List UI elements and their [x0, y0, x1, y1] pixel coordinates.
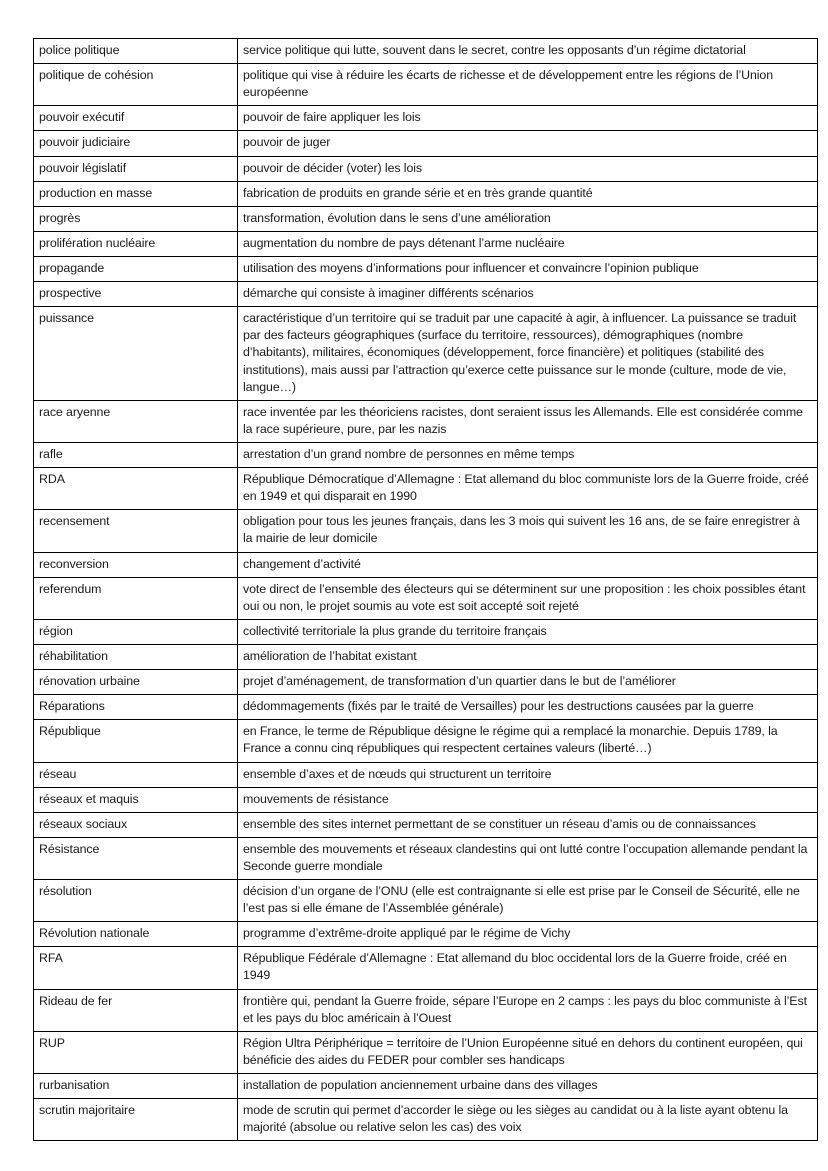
table-row — [34, 619, 818, 644]
term-cell: région — [34, 619, 238, 644]
definition-cell: obligation pour tous les jeunes français, dans les 3 mois qui suivent les 16 ans, de se faire enregistrer à la mairie de leur domicile — [238, 510, 818, 552]
definition-cell: Région Ultra Périphérique = territoire de l’Union Européenne situé en dehors du continent européen, qui bénéficie des aides du FEDER pour combler ses handicaps — [238, 1031, 818, 1073]
table-row — [34, 552, 818, 577]
table-row — [34, 880, 818, 922]
definition-cell: race inventée par les théoriciens racistes, dont seraient issus les Allemands. Elle est considérée comme la race supérieure, pure, par les nazis — [238, 400, 818, 442]
table-row — [34, 231, 818, 256]
definition-cell: vote direct de l’ensemble des électeurs qui se déterminent sur une proposition : les choix possibles étant oui ou non, le projet soumis au vote est soit accepté soit rejeté — [238, 577, 818, 619]
term-cell: progrès — [34, 206, 238, 231]
definition-cell: caractéristique d’un territoire qui se traduit par une capacité à agir, à influencer. La puissance se traduit par des facteurs géographiques (surface du territoire, ressources), démographiques (nombre d’habitants), militaires, économiques (développement, force financière) et politiques (stabilité des institutions), mais aussi par l’attraction qu’exerce cette puissance sur le monde (culture, mode de vie, langue…) — [238, 307, 818, 401]
term-cell: Résistance — [34, 837, 238, 879]
definition-cell: pouvoir de faire appliquer les lois — [238, 106, 818, 131]
definition-cell: augmentation du nombre de pays détenant l’arme nucléaire — [238, 231, 818, 256]
table-row — [34, 989, 818, 1031]
term-cell: Révolution nationale — [34, 922, 238, 947]
term-cell: prolifération nucléaire — [34, 231, 238, 256]
definition-cell: service politique qui lutte, souvent dans le secret, contre les opposants d’un régime dictatorial — [238, 39, 818, 64]
definition-cell: ensemble des sites internet permettant de se constituer un réseau d’amis ou de connaissances — [238, 812, 818, 837]
definition-cell: pouvoir de décider (voter) les lois — [238, 156, 818, 181]
table-row — [34, 468, 818, 510]
definition-cell: collectivité territoriale la plus grande du territoire français — [238, 619, 818, 644]
term-cell: production en masse — [34, 181, 238, 206]
term-cell: puissance — [34, 307, 238, 401]
definition-cell: mode de scrutin qui permet d’accorder le siège ou les sièges au candidat ou à la liste ayant obtenu la majorité (absolue ou relative selon les cas) des voix — [238, 1099, 818, 1141]
table-row — [34, 644, 818, 669]
term-cell: prospective — [34, 282, 238, 307]
term-cell: RDA — [34, 468, 238, 510]
definition-cell: installation de population anciennement urbaine dans des villages — [238, 1074, 818, 1099]
table-row — [34, 1074, 818, 1099]
table-row — [34, 307, 818, 401]
definition-cell: changement d’activité — [238, 552, 818, 577]
table-row — [34, 206, 818, 231]
table-row — [34, 181, 818, 206]
definition-cell: mouvements de résistance — [238, 787, 818, 812]
table-row — [34, 762, 818, 787]
table-row — [34, 577, 818, 619]
definition-cell: décision d’un organe de l’ONU (elle est contraignante si elle est prise par le Conseil de Sécurité, elle ne l’est pas si elle émane de l’Assemblée générale) — [238, 880, 818, 922]
definition-cell: transformation, évolution dans le sens d’une amélioration — [238, 206, 818, 231]
term-cell: rurbanisation — [34, 1074, 238, 1099]
table-row — [34, 1031, 818, 1073]
table-row — [34, 282, 818, 307]
glossary-table — [33, 38, 818, 1141]
table-row — [34, 106, 818, 131]
definition-cell: programme d’extrême-droite appliqué par le régime de Vichy — [238, 922, 818, 947]
term-cell: RUP — [34, 1031, 238, 1073]
table-row — [34, 39, 818, 64]
term-cell: race aryenne — [34, 400, 238, 442]
term-cell: Rideau de fer — [34, 989, 238, 1031]
table-row — [34, 720, 818, 762]
definition-cell: politique qui vise à réduire les écarts de richesse et de développement entre les régions de l’Union européenne — [238, 64, 818, 106]
term-cell: réhabilitation — [34, 644, 238, 669]
term-cell: rénovation urbaine — [34, 670, 238, 695]
term-cell: réseaux et maquis — [34, 787, 238, 812]
table-row — [34, 670, 818, 695]
term-cell: résolution — [34, 880, 238, 922]
term-cell: pouvoir judiciaire — [34, 131, 238, 156]
table-row — [34, 256, 818, 281]
table-row — [34, 1099, 818, 1141]
definition-cell: démarche qui consiste à imaginer différents scénarios — [238, 282, 818, 307]
term-cell: politique de cohésion — [34, 64, 238, 106]
glossary-table-body — [34, 39, 818, 1141]
definition-cell: arrestation d’un grand nombre de personnes en même temps — [238, 442, 818, 467]
definition-cell: dédommagements (fixés par le traité de Versailles) pour les destructions causées par la guerre — [238, 695, 818, 720]
term-cell: reconversion — [34, 552, 238, 577]
table-row — [34, 510, 818, 552]
definition-cell: ensemble d’axes et de nœuds qui structurent un territoire — [238, 762, 818, 787]
table-row — [34, 787, 818, 812]
term-cell: referendum — [34, 577, 238, 619]
table-row — [34, 131, 818, 156]
definition-cell: projet d’aménagement, de transformation d’un quartier dans le but de l’améliorer — [238, 670, 818, 695]
table-row — [34, 156, 818, 181]
definition-cell: amélioration de l’habitat existant — [238, 644, 818, 669]
term-cell: recensement — [34, 510, 238, 552]
table-row — [34, 922, 818, 947]
term-cell: réseaux sociaux — [34, 812, 238, 837]
table-row — [34, 947, 818, 989]
term-cell: propagande — [34, 256, 238, 281]
definition-cell: frontière qui, pendant la Guerre froide, sépare l’Europe en 2 camps : les pays du bloc communiste à l’Est et les pays du bloc américain à l’Ouest — [238, 989, 818, 1031]
term-cell: réseau — [34, 762, 238, 787]
definition-cell: République Fédérale d’Allemagne : Etat allemand du bloc occidental lors de la Guerre froide, créé en 1949 — [238, 947, 818, 989]
table-row — [34, 64, 818, 106]
term-cell: pouvoir législatif — [34, 156, 238, 181]
term-cell: rafle — [34, 442, 238, 467]
table-row — [34, 400, 818, 442]
term-cell: police politique — [34, 39, 238, 64]
table-row — [34, 837, 818, 879]
definition-cell: ensemble des mouvements et réseaux clandestins qui ont lutté contre l’occupation allemande pendant la Seconde guerre mondiale — [238, 837, 818, 879]
term-cell: scrutin majoritaire — [34, 1099, 238, 1141]
definition-cell: en France, le terme de République désigne le régime qui a remplacé la monarchie. Depuis 1789, la France a connu cinq républiques qui respectent certaines valeurs (liberté…) — [238, 720, 818, 762]
definition-cell: fabrication de produits en grande série et en très grande quantité — [238, 181, 818, 206]
term-cell: pouvoir exécutif — [34, 106, 238, 131]
definition-cell: République Démocratique d’Allemagne : Etat allemand du bloc communiste lors de la Guerre froide, créé en 1949 et qui disparait en 1990 — [238, 468, 818, 510]
definition-cell: pouvoir de juger — [238, 131, 818, 156]
table-row — [34, 442, 818, 467]
term-cell: République — [34, 720, 238, 762]
definition-cell: utilisation des moyens d’informations pour influencer et convaincre l’opinion publique — [238, 256, 818, 281]
term-cell: RFA — [34, 947, 238, 989]
table-row — [34, 695, 818, 720]
term-cell: Réparations — [34, 695, 238, 720]
table-row — [34, 812, 818, 837]
